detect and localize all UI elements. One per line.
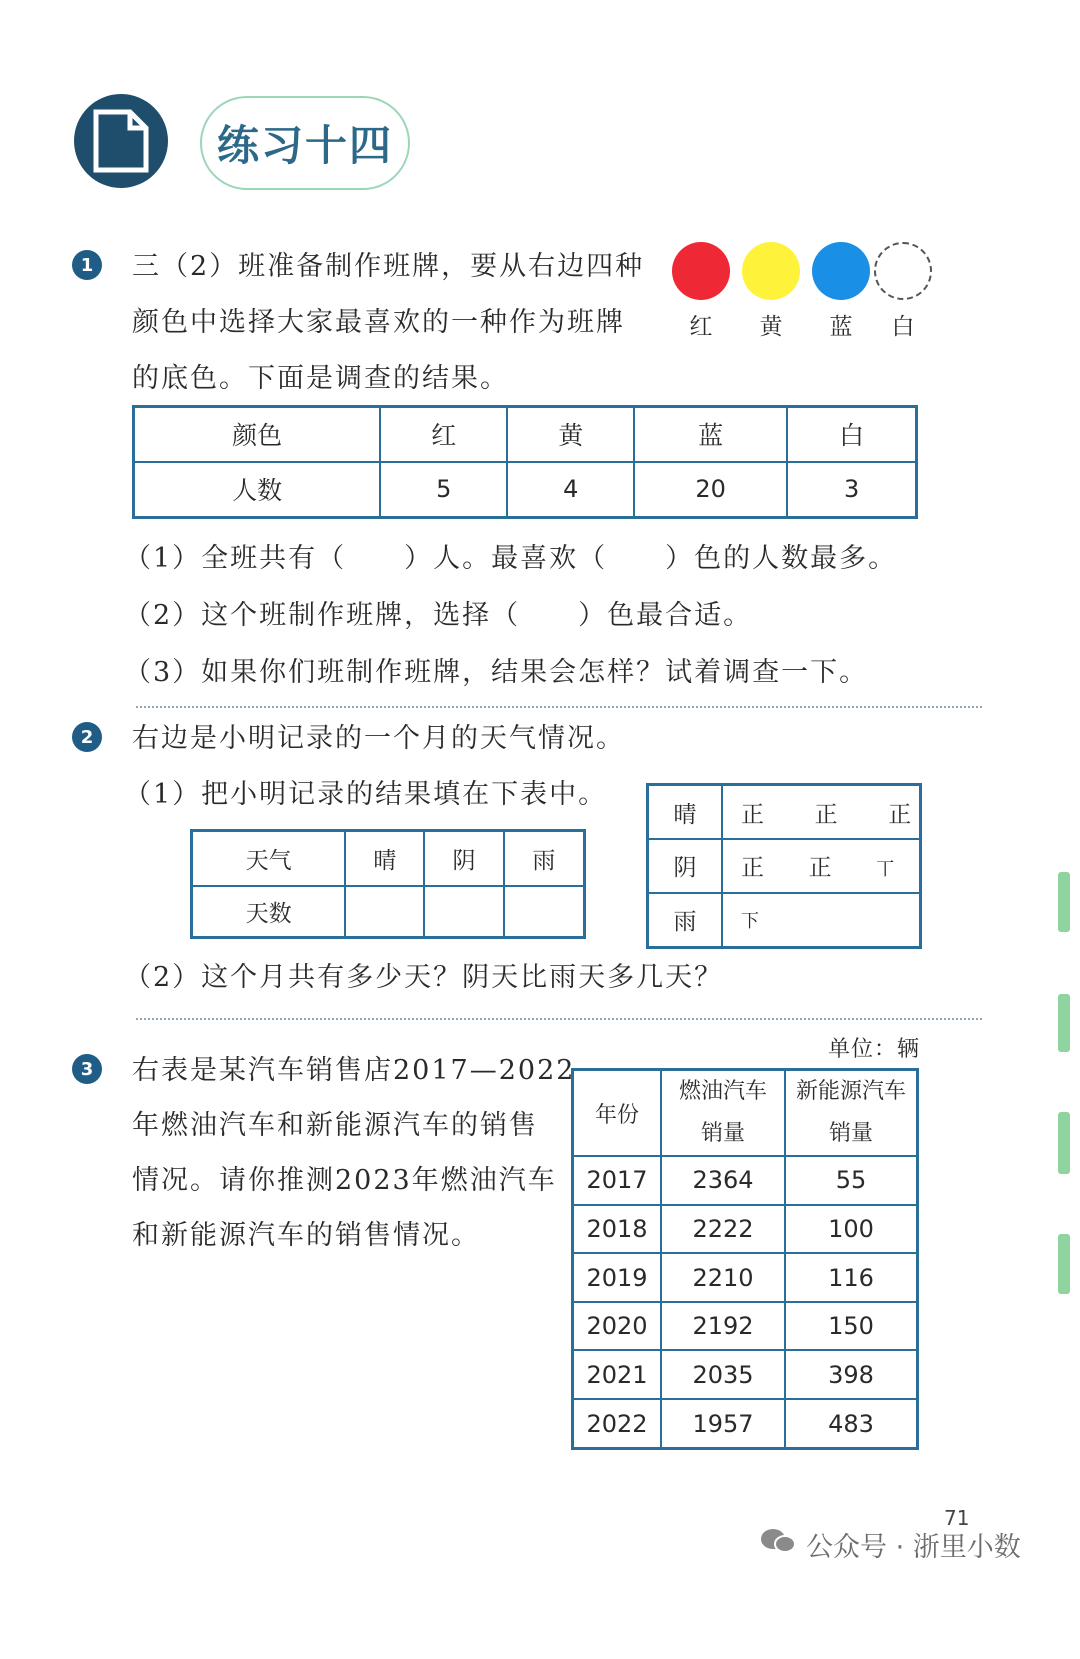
table-cell: 55 [785, 1156, 918, 1205]
tally-mark: 正 [741, 801, 766, 828]
car-sales-table [571, 1068, 919, 1450]
table-cell: 红 [380, 407, 507, 462]
q3-line-4: 和新能源汽车的销售情况。 [132, 1220, 480, 1251]
table-header [785, 1070, 918, 1157]
swatch-yellow [742, 242, 800, 300]
tally-mark: 正 [808, 855, 832, 882]
tally-cell [722, 893, 921, 948]
table-row [573, 1302, 918, 1351]
table-cell: 3 [787, 462, 916, 518]
swatch-red [672, 242, 730, 300]
table-cell: 2021 [573, 1350, 662, 1399]
q2-intro: 右边是小明记录的一个月的天气情况。 [132, 723, 625, 754]
table-cell: 雨 [648, 893, 723, 948]
answer-cell[interactable] [424, 886, 503, 938]
tally-mark: 正 [741, 855, 764, 882]
q3-line-1: 右表是某汽车销售店2017—2022 [132, 1055, 576, 1086]
table-cell: 398 [785, 1350, 918, 1399]
exercise-icon [74, 94, 168, 188]
swatch-label: 黄 [759, 314, 783, 340]
table-cell: 2035 [661, 1350, 785, 1399]
table-cell: 2019 [573, 1253, 662, 1302]
table-cell: 100 [785, 1205, 918, 1254]
q1-sub-2: （2）这个班制作班牌，选择（ ）色最合适。 [124, 600, 753, 631]
watermark: 公众号 · 浙里小数 [806, 1532, 1021, 1563]
table-cell: 2192 [661, 1302, 785, 1351]
table-cell: 黄 [507, 407, 634, 462]
table-cell: 483 [785, 1399, 918, 1448]
swatch-label: 蓝 [829, 314, 853, 340]
unit-label: 单位：辆 [828, 1037, 921, 1062]
swatch-label: 红 [689, 314, 713, 340]
table-cell: 2018 [573, 1205, 662, 1254]
document-icon [90, 108, 152, 174]
answer-cell[interactable] [504, 886, 585, 938]
header-line: 销量 [828, 1121, 873, 1146]
edge-tab [1058, 1234, 1070, 1294]
tally-cell [722, 785, 921, 840]
q1-sub-1: （1）全班共有（ ）人。最喜欢（ ）色的人数最多。 [124, 543, 898, 574]
table-row [573, 1350, 918, 1399]
table-row [192, 831, 585, 886]
table-cell: 白 [787, 407, 916, 462]
swatch-blue [812, 242, 870, 300]
table-cell: 天数 [192, 886, 346, 938]
table-cell: 阴 [424, 831, 503, 886]
table-row [134, 462, 917, 518]
question-3-badge: 3 [72, 1054, 102, 1084]
table-cell: 150 [785, 1302, 918, 1351]
table-cell: 2017 [573, 1156, 662, 1205]
weather-fill-table [190, 829, 586, 939]
table-cell: 人数 [134, 462, 381, 518]
q3-line-3: 情况。请你推测2023年燃油汽车 [132, 1165, 557, 1196]
table-row [648, 893, 921, 948]
answer-cell[interactable] [345, 886, 424, 938]
table-row [648, 785, 921, 840]
question-2-badge: 2 [72, 722, 102, 752]
table-cell: 2020 [573, 1302, 662, 1351]
question-1-badge: 1 [72, 250, 102, 280]
q1-line-3: 的底色。下面是调查的结果。 [132, 363, 509, 394]
table-cell: 2222 [661, 1205, 785, 1254]
edge-tab [1058, 872, 1070, 932]
table-cell: 晴 [345, 831, 424, 886]
table-cell: 天气 [192, 831, 346, 886]
table-cell: 1957 [661, 1399, 785, 1448]
table-row [573, 1070, 918, 1157]
tally-mark: 正 [888, 801, 914, 828]
header-line: 燃油汽车 [678, 1079, 767, 1104]
q2-sub-1: （1）把小明记录的结果填在下表中。 [124, 779, 608, 810]
tally-mark: 下 [741, 910, 759, 932]
color-swatches [672, 242, 932, 342]
tally-mark: 正 [814, 801, 840, 828]
q1-line-2: 颜色中选择大家最喜欢的一种作为班牌 [132, 307, 625, 338]
table-cell: 晴 [648, 785, 723, 840]
section-divider [136, 1018, 982, 1020]
table-cell: 颜色 [134, 407, 381, 462]
swatch-label: 白 [891, 314, 915, 340]
table-row [573, 1399, 918, 1448]
table-cell: 5 [380, 462, 507, 518]
table-cell: 蓝 [634, 407, 787, 462]
color-survey-table [132, 405, 918, 519]
weather-tally-table [646, 783, 922, 949]
table-cell: 20 [634, 462, 787, 518]
header-line: 新能源汽车 [795, 1079, 906, 1104]
wechat-icon [760, 1528, 796, 1554]
page-number: 71 [944, 1506, 970, 1530]
edge-tab [1058, 1112, 1070, 1174]
table-cell: 116 [785, 1253, 918, 1302]
table-row [573, 1253, 918, 1302]
swatch-white [874, 242, 932, 300]
header-line: 销量 [700, 1121, 745, 1146]
table-header: 年份 [573, 1070, 662, 1157]
edge-tab [1058, 994, 1070, 1052]
page-title: 练习十四 [200, 96, 410, 190]
table-row [573, 1156, 918, 1205]
table-cell: 雨 [504, 831, 585, 886]
tally-cell [722, 839, 921, 893]
table-cell: 2210 [661, 1253, 785, 1302]
q1-sub-3: （3）如果你们班制作班牌，结果会怎样？试着调查一下。 [124, 657, 869, 688]
table-cell: 4 [507, 462, 634, 518]
table-row [648, 839, 921, 893]
q3-line-2: 年燃油汽车和新能源汽车的销售 [132, 1110, 538, 1141]
table-cell: 2022 [573, 1399, 662, 1448]
section-divider [136, 706, 982, 708]
q2-sub-2: （2）这个月共有多少天？阴天比雨天多几天？ [124, 962, 724, 993]
table-cell: 阴 [648, 839, 723, 893]
q1-line-1: 三（2）班准备制作班牌，要从右边四种 [132, 251, 645, 282]
table-cell: 2364 [661, 1156, 785, 1205]
table-row [134, 407, 917, 462]
table-header [661, 1070, 785, 1157]
tally-mark: 丅 [876, 859, 895, 881]
table-row [192, 886, 585, 938]
table-row [573, 1205, 918, 1254]
